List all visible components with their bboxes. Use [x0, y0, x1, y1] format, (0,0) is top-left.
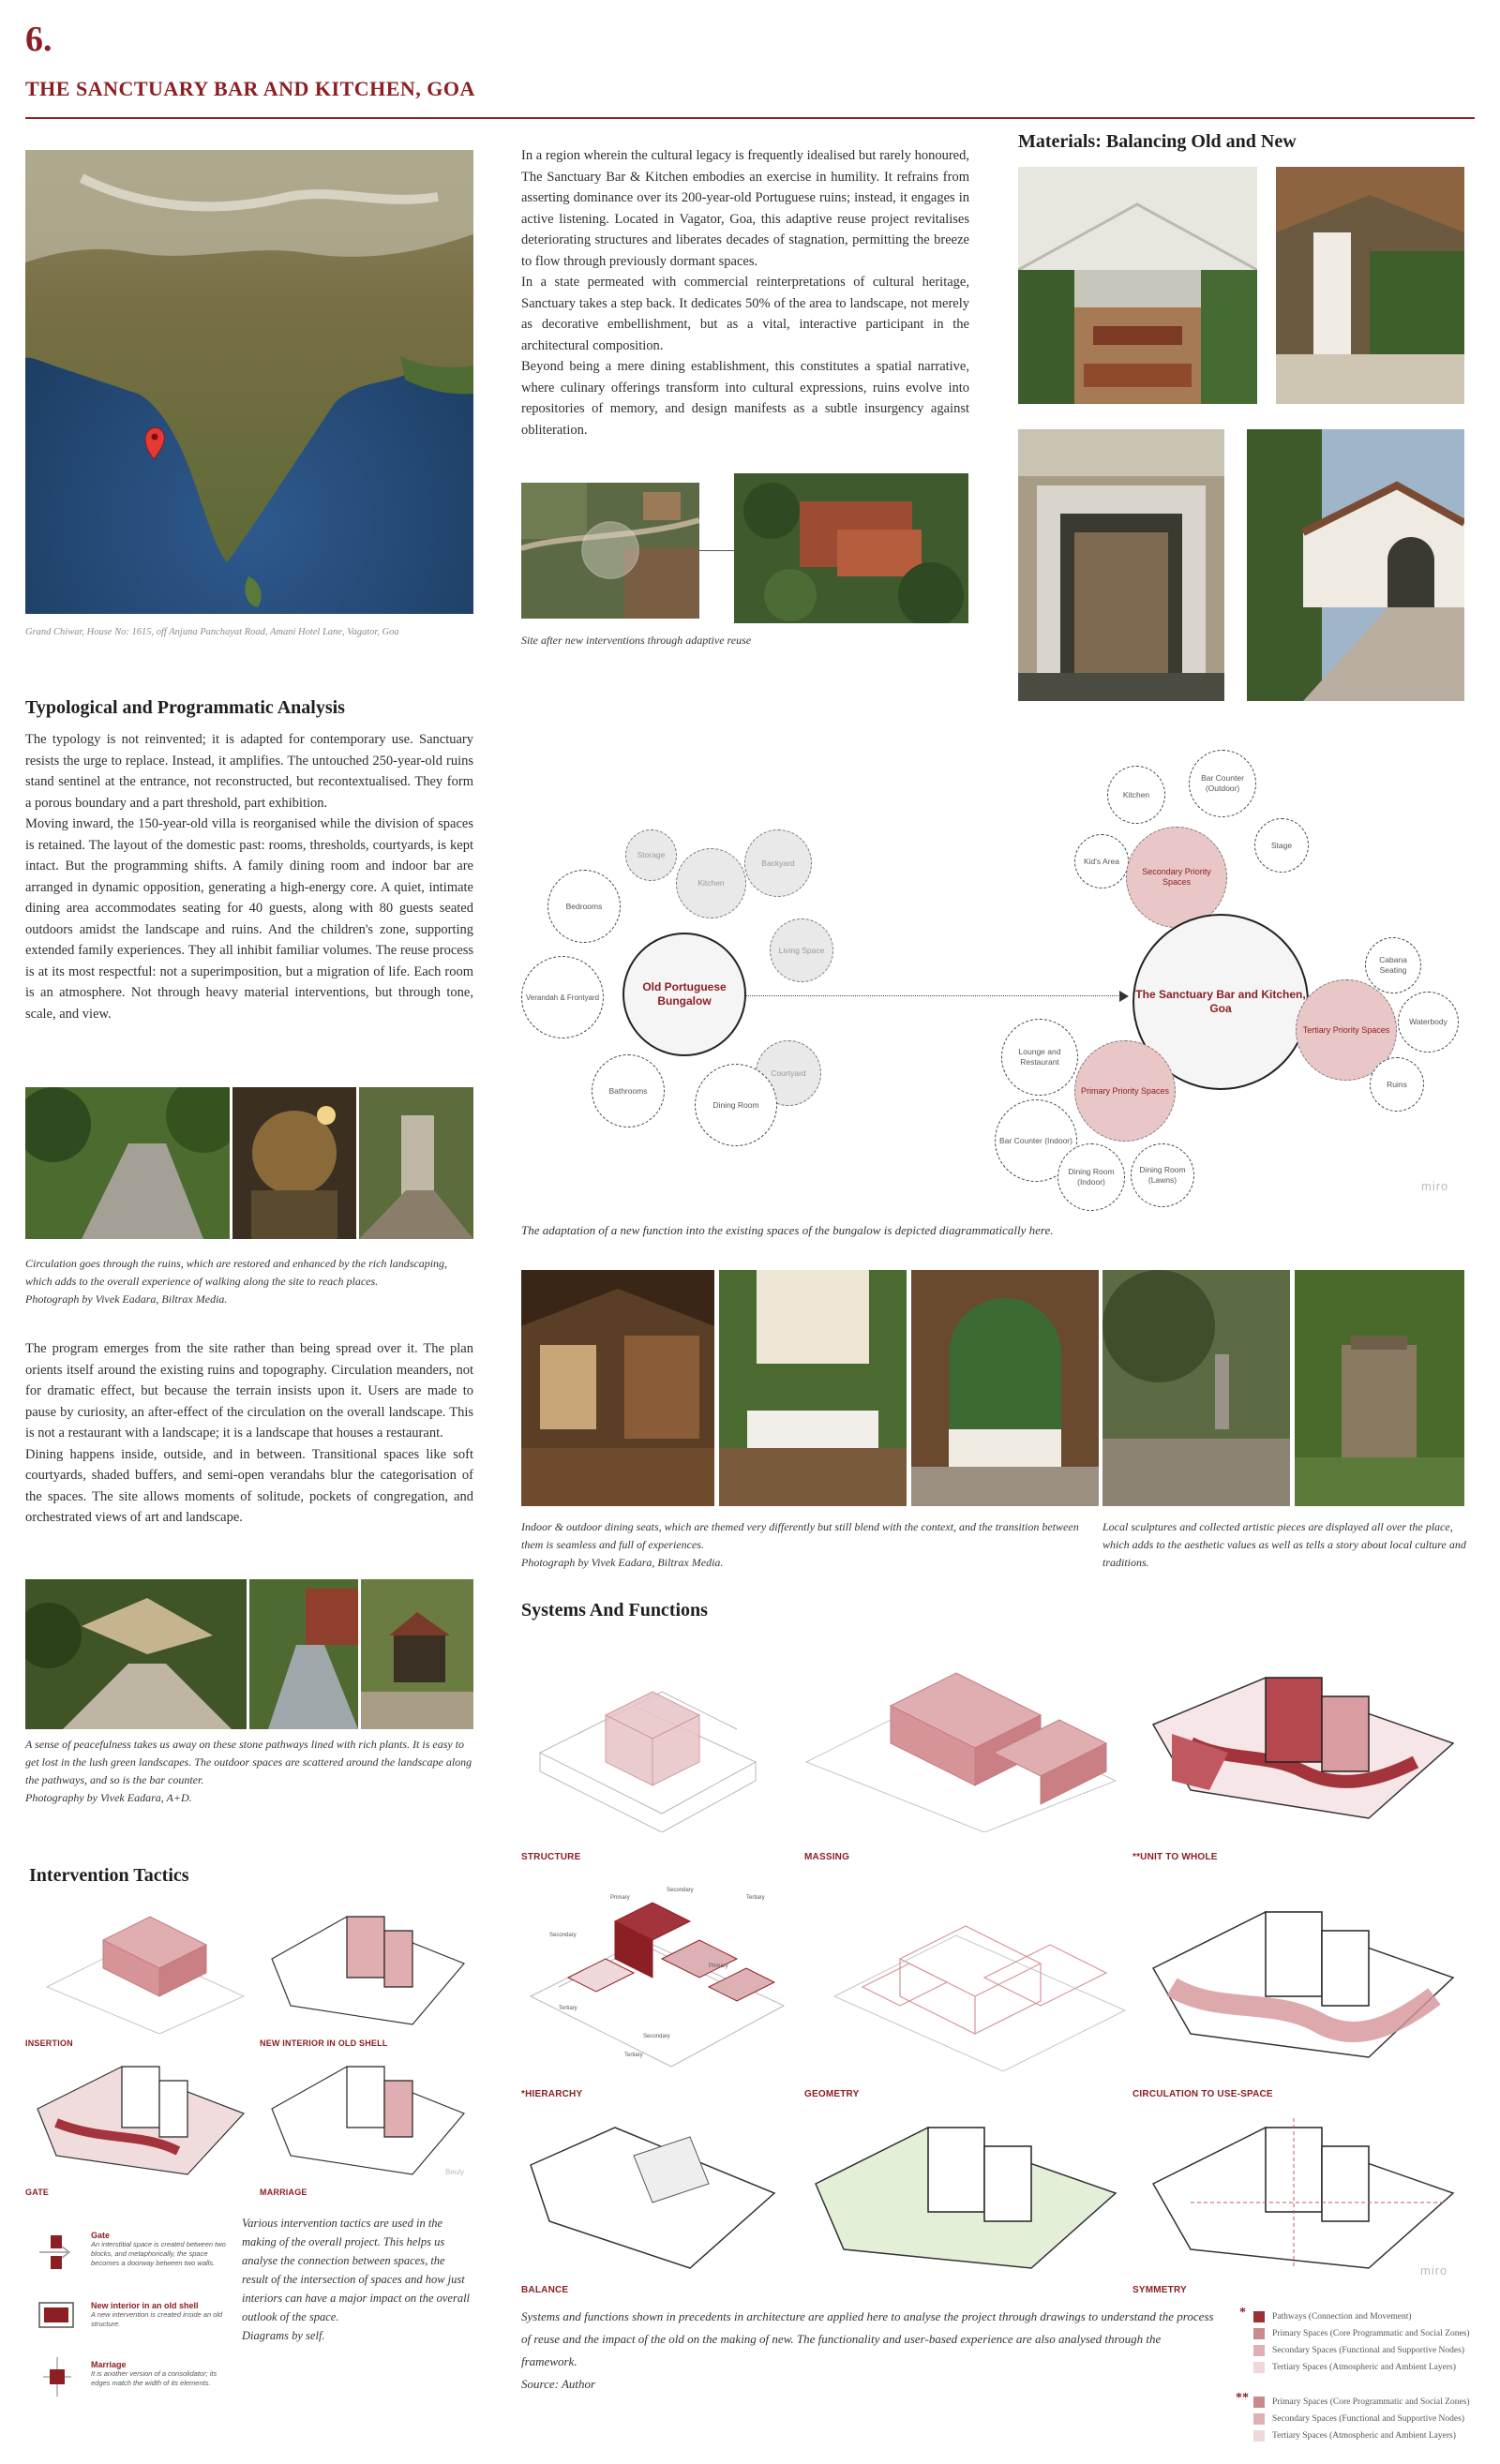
label-symmetry: SYMMETRY	[1132, 2285, 1187, 2295]
marriage-legend-icon	[41, 2355, 73, 2398]
legend-item: Tertiary Spaces (Atmospheric and Ambient Layers)	[1253, 2430, 1456, 2442]
bubble-new-room: Dining Room (Lawns)	[1131, 1143, 1194, 1207]
bubble-old-room: Backyard	[744, 829, 812, 897]
hierarchy-tag: Secondary	[549, 1933, 577, 1938]
systems-heading: Systems And Functions	[521, 1600, 708, 1620]
hierarchy-tag: Tertiary	[559, 2006, 578, 2011]
photo-glass-pavilion	[1018, 167, 1257, 404]
bubble-new-room: Ruins	[1370, 1057, 1424, 1112]
legend-swatch	[1253, 2362, 1265, 2373]
diagram-watermark: miro	[1421, 1179, 1449, 1193]
bubble-caption: The adaptation of a new function into the existing spaces of the bungalow is depicted diagrammatically here.	[521, 1223, 1054, 1237]
plan-unit-to-whole	[1134, 1640, 1472, 1832]
plan-balance-green	[806, 2109, 1125, 2277]
photo-indoor-bar	[521, 1270, 714, 1506]
circulation-caption: Circulation goes through the ruins, which are restored and enhanced by the rich landscaping, which adds to the overall experience of walking along the site to reach places. Photograph by Vivek Eadara, Biltrax Media.	[25, 1257, 448, 1306]
bubble-new-room: Lounge and Restaurant	[1001, 1019, 1078, 1096]
plan-circulation	[1134, 1884, 1472, 2071]
site-aerial-after	[734, 473, 968, 623]
program-paragraph: The program emerges from the site rather than being spread over it. The plan orients itself around the existing ruins and topography. Circulation meanders, not for dramatic effect, but because the terrain insists upon it. Users are made to pause by curiosity, an after-effect of the circulation on the overall landscape. This is not a restaurant with a landscape; it is a landscape that houses a restaurant.	[25, 1341, 473, 1441]
legend-item: Tertiary Spaces (Atmospheric and Ambient Layers)	[1253, 2362, 1456, 2373]
label-unit-to-whole: **UNIT TO WHOLE	[1132, 1852, 1218, 1862]
shell-legend-icon	[38, 2301, 75, 2329]
location-map	[25, 150, 473, 614]
gate-legend-icon	[38, 2233, 75, 2271]
systems-watermark: miro	[1420, 2263, 1448, 2277]
bubble-new-room: Dining Room (Indoor)	[1058, 1143, 1125, 1211]
materials-heading: Materials: Balancing Old and New	[1018, 131, 1297, 152]
typology-paragraph: Moving inward, the 150-year-old villa is reorganised while the division of spaces is retained. The layout of the domestic past: rooms, thresholds, courtyards, is kept intact. But the programming shifts. A family dining room and indoor bar are arranged in dynamic opposition, generating a high-energy core. A quiet, intimate dining area accommodates seating for 40 guests, along with 80 guests seated outdoors amidst the landscape and ruins. And the children's zone, supporting extended family experiences. They all inhibit familiar volumes. The reuse process is at its most respectful: not a superimposition, but a migration of life. Each room is an atmosphere. Not through heavy material interventions, but through tone, scale, and view.	[25, 816, 473, 1022]
legend-marker-single: *	[1239, 2306, 1246, 2320]
legend-marker-double: **	[1236, 2391, 1249, 2405]
photo-arched-gate	[1247, 429, 1464, 701]
site-caption: Site after new interventions through adaptive reuse	[521, 634, 752, 647]
legend-item: Secondary Spaces (Functional and Supportive Nodes)	[1253, 2345, 1464, 2356]
bubble-tertiary: Tertiary Priority Spaces	[1296, 979, 1397, 1081]
tactics-heading: Intervention Tactics	[29, 1865, 189, 1886]
bubble-new-room: Kitchen	[1107, 766, 1165, 824]
photo-entrance-doorway	[1018, 429, 1224, 701]
bubble-old-room: Bathrooms	[592, 1054, 665, 1127]
bubble-old-room: Verandah & Frontyard	[521, 956, 604, 1038]
legend-swatch	[1253, 2413, 1265, 2425]
bubble-arrow	[746, 995, 1126, 996]
bubble-primary: Primary Priority Spaces	[1074, 1040, 1176, 1142]
axo-hierarchy	[521, 1884, 793, 2071]
legend-swatch	[1253, 2345, 1265, 2356]
hierarchy-tag: Tertiary	[624, 2053, 643, 2058]
dining-caption: Indoor & outdoor dining seats, which are themed very differently but still blend with the context, and the transition between them is seamless and full of experiences. Photograph by Vivek Eadara, Biltrax Media.	[521, 1520, 1079, 1569]
bubble-new-room: Stage	[1254, 818, 1309, 873]
hierarchy-tag: Secondary	[643, 2034, 670, 2039]
gate-legend: Gate An interstitial space is created between two blocks, and metaphorically, the space becomes a doorway between two walls.	[91, 2231, 226, 2267]
site-arrow	[699, 550, 735, 551]
bubble-new-room: Bar Counter (Outdoor)	[1189, 750, 1256, 817]
plan-marriage	[262, 2057, 473, 2179]
title-rule	[25, 117, 1475, 119]
label-new-interior: NEW INTERIOR IN OLD SHELL	[260, 2038, 388, 2048]
photo-outdoor-dining	[719, 1270, 907, 1506]
legend-item: Pathways (Connection and Movement)	[1253, 2311, 1412, 2322]
legend-swatch	[1253, 2311, 1265, 2322]
site-aerial-before	[521, 483, 699, 619]
legend-item: Primary Spaces (Core Programmatic and Social Zones)	[1253, 2397, 1470, 2408]
bubble-old-room: Kitchen	[676, 848, 746, 918]
bubble-old-center: Old Portuguese Bungalow	[622, 933, 746, 1056]
systems-caption: Systems and functions shown in precedents in architecture are applied here to analyse the project through drawings to understand the process of reuse and the impact of the old on the making of new. The functionality and user-based experience are also analysed through the framework. Source: Author	[521, 2309, 1214, 2391]
label-balance: BALANCE	[521, 2285, 569, 2295]
plan-new-interior	[262, 1903, 473, 2034]
label-circulation: CIRCULATION TO USE-SPACE	[1132, 2089, 1273, 2099]
bubble-new-room: Bar Counter (Indoor)	[995, 1099, 1077, 1182]
label-insertion: INSERTION	[25, 2038, 73, 2048]
intro-text	[521, 145, 969, 441]
legend-swatch	[1253, 2397, 1265, 2408]
label-hierarchy: *HIERARCHY	[521, 2089, 583, 2099]
hierarchy-tag: Primary	[610, 1895, 630, 1901]
axo-structure	[521, 1640, 774, 1832]
intro-paragraph: In a region wherein the cultural legacy is frequently idealised but rarely honoured, The Sanctuary Bar & Kitchen embodies an exercise in humility. It refrains from asserting dominance over its 200-year-old Portuguese ruins; instead, it engages in active listening. Located in Vagator, Goa, this adaptive reuse project revitalises deteriorating structures and liberates decades of stagnation, permitting the breeze to flow through previously dormant spaces.	[521, 148, 969, 269]
bubble-old-room: Storage	[625, 829, 677, 881]
bubble-old-room: Bedrooms	[548, 870, 621, 943]
plan-gate	[28, 2057, 253, 2179]
bubble-old-room: Living Space	[770, 918, 833, 982]
marriage-legend: Marriage It is another version of a consolidator; its edges match the width of its elements.	[91, 2360, 218, 2387]
photo-stone-path	[25, 1087, 230, 1239]
hierarchy-tag: Secondary	[667, 1888, 694, 1893]
program-text	[25, 1338, 473, 1529]
typology-paragraph: The typology is not reinvented; it is adapted for contemporary use. Sanctuary resists the urge to replace. Instead, it amplifies. The untouched 250-year-old ruins stand sentinel at the entrance, not reconstructed, but recontextualised. They form a porous boundary and a part threshold, part exhibition.	[25, 732, 473, 811]
axo-geometry	[825, 1884, 1134, 2071]
bubble-old-room: Dining Room	[695, 1064, 777, 1146]
map-address: Grand Chiwar, House No: 1615, off Anjuna Panchayat Road, Amani Hotel Lane, Vagator, Goa	[25, 627, 399, 637]
axo-insertion	[38, 1903, 253, 2034]
section-number: 6.	[25, 20, 52, 59]
sculpture-caption: Local sculptures and collected artistic pieces are displayed all over the place, which adds to the aesthetic values as well as tells a story about local culture and traditions.	[1102, 1520, 1466, 1569]
photo-sculpture-garden	[1102, 1270, 1290, 1506]
legend-swatch	[1253, 2328, 1265, 2339]
typology-heading: Typological and Programmatic Analysis	[25, 697, 345, 718]
arrow-head-icon	[1119, 991, 1129, 1002]
bubble-new-room: Cabana Seating	[1365, 937, 1421, 993]
label-massing: MASSING	[804, 1852, 850, 1862]
photo-night-garden	[232, 1087, 356, 1239]
bubble-new-room: Kid's Area	[1074, 834, 1129, 889]
legend-swatch	[1253, 2430, 1265, 2442]
photo-garden-hut	[361, 1579, 473, 1729]
legend-item: Secondary Spaces (Functional and Supportive Nodes)	[1253, 2413, 1464, 2425]
label-marriage: MARRIAGE	[260, 2188, 308, 2197]
plan-symmetry	[1134, 2109, 1472, 2277]
pathway-caption: A sense of peacefulness takes us away on these stone pathways lined with rich plants. It is easy to get lost in the lush green landscapes. The outdoor spaces are scattered around the landscape along the pathways, and so is the bar counter. Photography by Vivek Eadara, A+D.	[25, 1738, 472, 1804]
bubble-secondary: Secondary Priority Spaces	[1126, 827, 1227, 928]
bubble-old-room: Courtyard	[756, 1040, 821, 1106]
page-title: THE SANCTUARY BAR AND KITCHEN, GOA	[25, 77, 475, 100]
photo-ruin-wall	[359, 1087, 473, 1239]
legend-item: Primary Spaces (Core Programmatic and Social Zones)	[1253, 2328, 1470, 2339]
bubble-new-room: Waterbody	[1398, 992, 1459, 1053]
typology-text	[25, 729, 473, 1024]
shell-legend: New interior in an old shell A new intervention is created inside an old structure.	[91, 2301, 223, 2328]
bubble-diagram	[521, 731, 1468, 1214]
intro-paragraph: In a state permeated with commercial reinterpretations of cultural heritage, Sanctuary takes a step back. It dedicates 50% of the area to landscape, not merely as decorative embellishment, but as a vital, interactive participant in the architectural composition.	[521, 275, 969, 353]
bubble-new-center: The Sanctuary Bar and Kitchen, Goa	[1132, 914, 1309, 1090]
label-structure: STRUCTURE	[521, 1852, 581, 1862]
tactics-caption: Various intervention tactics are used in the making of the overall project. This helps us analyse the connection between spaces, the result of the intersection of spaces and how just interiors can have a major impact on the overall outlook of the space. Diagrams by self.	[242, 2217, 471, 2342]
photo-stone-artifact	[1295, 1270, 1464, 1506]
label-gate: GATE	[25, 2188, 50, 2197]
label-geometry: GEOMETRY	[804, 2089, 860, 2099]
intro-paragraph: Beyond being a mere dining establishment, this constitutes a spatial narrative, where culinary offerings transform into cultural expressions, ruins evolve into repositories of memory, and design manifests as a subtle insurgency against obliteration.	[521, 359, 969, 438]
photo-tent-path	[25, 1579, 247, 1729]
photo-verandah-column	[1276, 167, 1464, 404]
program-paragraph: Dining happens inside, outside, and in between. Transitional spaces like soft courtyards, shaded buffers, and semi-open verandahs blur the categorisation of the spaces. The site allows moments of solitude, pockets of congregation, and orchestrated views of art and landscape.	[25, 1446, 473, 1525]
axo-massing	[797, 1640, 1125, 1832]
photo-arched-window-dining	[911, 1270, 1099, 1506]
tactics-watermark: Beuly	[445, 2168, 465, 2176]
hierarchy-tag: Primary	[709, 1964, 728, 1969]
photo-tiled-walkway	[249, 1579, 358, 1729]
hierarchy-tag: Tertiary	[746, 1895, 765, 1901]
axo-balance	[521, 2109, 793, 2277]
